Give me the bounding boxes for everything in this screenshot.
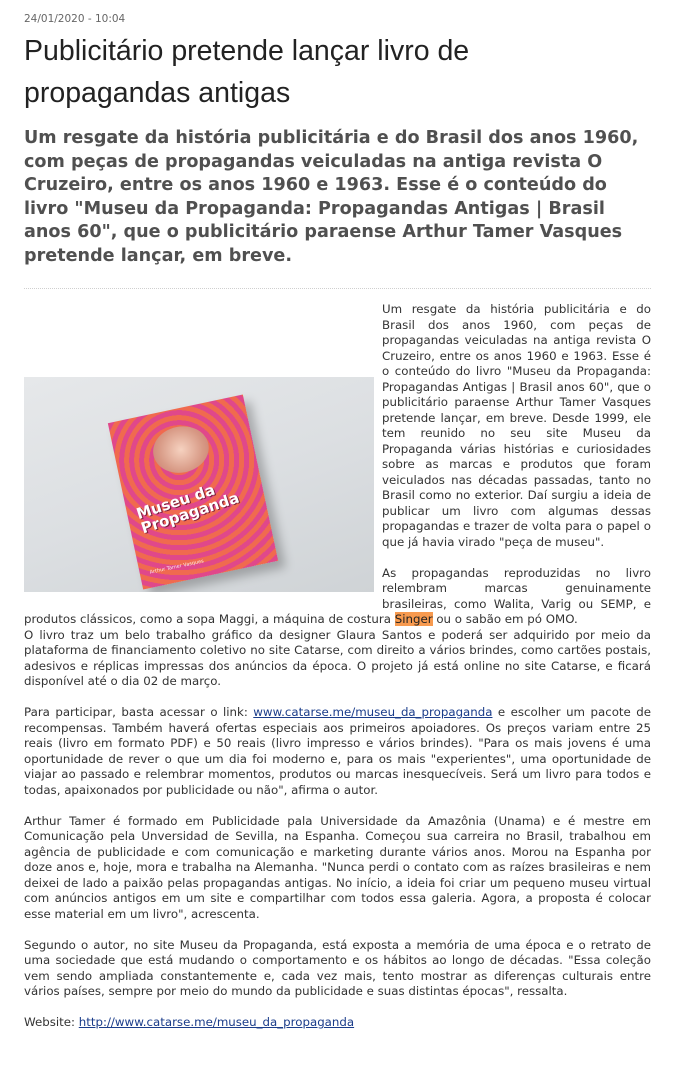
article-title: Publicitário pretende lançar livro de propagandas antigas	[24, 35, 470, 109]
paragraph-6: Segundo o autor, no site Museu da Propaganda, está exposta a memória de uma época e o retrato de uma sociedade que está mudando o comportamento e os hábitos ao longo de décadas. "Essa coleção vem sendo ampliada constantemente e, cada vez mais, tento mostrar as diferenças culturais entre vários países, sempre por meio do mundo da publicidade e suas distintas épocas", ressalta.	[24, 937, 651, 998]
paragraph-4-text: Para participar, basta acessar o link:	[24, 705, 254, 719]
paragraph-3: O livro traz um belo trabalho gráfico da designer Glaura Santos e poderá ser adquirido por meio da plataforma de financiamento coletivo no site Catarse, com direito a vários brindes, como cartões postais, adesivos e réplicas impressas dos anúncios da época. O projeto já está online no site Catarse, e ficará disponível até o dia 02 de março.	[24, 627, 651, 688]
paragraph-4	[24, 705, 651, 798]
article-lead: Um resgate da história publicitária e do Brasil dos anos 1960, com peças de propagandas veiculadas na antiga revista O Cruzeiro, entre os anos 1960 e 1963. Esse é o conteúdo do livro "Museu da Propaganda: Propagandas Antigas | Brasil anos 60", que o publicitário paraense Arthur Tamer Vasques pretende lançar, em breve.	[24, 128, 639, 266]
paragraph-4-end: e escolher um pacote de recompensas. Também haverá ofertas especiais aos primeiros apoiadores. Os preços variam entre 25 reais (livro em formato PDF) e 50 reais (livro impresso e vários brindes). "Para os mais jovens é uma oportunidade de rever o que um dia foi moderno e, para os mais "experientes", uma oportunidade de viajar ao passado e relembrar momentos, produtos ou marcas inesquecíveis. Será um livro para todos e todas, apaixonados por publicidade ou não", afirma o autor.	[24, 705, 651, 797]
website-link[interactable]: http://www.catarse.me/museu_da_propaganda	[78, 1015, 355, 1029]
paragraph-5: Arthur Tamer é formado em Publicidade pala Universidade da Amazônia (Unama) e é mestre em Comunicação pela Unversidad de Sevilla, na Espanha. Começou sua carreira no Brasil, trabalhou em agência de publicidade e com comunicação e marketing durante vários anos. Morou na Espanha por doze anos e, hoje, mora e trabalha na Alemanha. "Nunca perdi o contato com as raízes brasileiras e nem deixei de lado a paixão pelas propagandas antigas. No início, a ideia foi criar um pequeno museu virtual com anúncios antigos em um site e compartilhar com todos essa galeria. Agora, a proposta é colocar esse material em um livro", acrescenta.	[24, 813, 651, 921]
paragraph-1: Um resgate da história publicitária e do Brasil dos anos 1960, com peças de propagandas veiculadas na antiga revista O Cruzeiro, entre os anos 1960 e 1963. Esse é o conteúdo do livro "Museu da Propaganda: Propagandas Antigas | Brasil anos 60", que o publicitário paraense Arthur Tamer Vasques pretende lançar, em breve. Desde 1999, ele tem reunido no seu site Museu da Propaganda várias histórias e curiosidades sobre as marcas e produtos que foram veiculados nas décadas passadas, tanto no Brasil como no exterior. Daí surgiu a ideia de publicar um livro com algumas dessas propagandas e trazer de volta para o papel o que já havia virado "peça de museu".	[382, 302, 651, 549]
highlighted-word: Singer	[394, 612, 433, 626]
book-photo-image	[24, 377, 374, 592]
website-label: Website:	[24, 1015, 79, 1029]
article-date: 24/01/2020 - 10:04	[24, 13, 126, 25]
book-cover	[108, 395, 278, 590]
article-body	[24, 302, 651, 1046]
paragraph-2-end: ou o sabão em pó OMO.	[432, 612, 578, 626]
paragraph-2-text: As propagandas reproduzidas no livro relembram marcas genuinamente brasileiras, como Walita, Varig ou SEMP, e produtos clássicos, como a sopa Maggi, a máquina de costura	[24, 565, 651, 626]
book-cover-title: Museu da Propaganda	[134, 480, 242, 538]
website-line	[24, 1015, 651, 1031]
catarse-link[interactable]: www.catarse.me/museu_da_propaganda	[253, 705, 493, 719]
divider	[24, 288, 651, 289]
cover-illustration	[149, 421, 213, 478]
book-cover-author: Arthur Tamer Vasques	[149, 558, 205, 576]
